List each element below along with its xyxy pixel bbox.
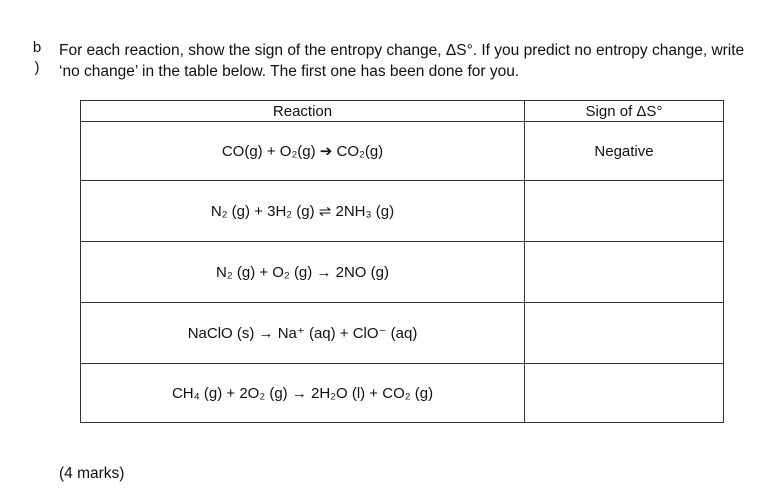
- table-row: [81, 122, 724, 181]
- table-row: [81, 181, 724, 242]
- sign-cell[interactable]: [525, 364, 724, 423]
- reaction-cell: N₂ (g) + 3H₂ (g) ⇌ 2NH₃ (g): [81, 181, 525, 242]
- entropy-table: [80, 100, 724, 423]
- header-sign: Sign of ΔS°: [525, 101, 724, 122]
- sign-cell[interactable]: [525, 303, 724, 364]
- header-reaction: Reaction: [81, 101, 525, 122]
- table-row: [81, 364, 724, 423]
- reaction-cell: NaClO (s) → Na⁺ (aq) + ClO⁻ (aq): [81, 303, 525, 364]
- sign-cell: Negative: [525, 122, 724, 181]
- reaction-cell: N₂ (g) + O₂ (g) → 2NO (g): [81, 242, 525, 303]
- table-header-row: [81, 101, 724, 122]
- marks-label: (4 marks): [59, 465, 125, 482]
- reaction-cell: CO(g) + O₂(g) ➔ CO₂(g): [81, 122, 525, 181]
- sign-cell[interactable]: [525, 242, 724, 303]
- question-text: For each reaction, show the sign of the entropy change, ΔS°. If you predict no entropy change, write ‘no change’ in the table below. The first one has been done for you.: [59, 42, 745, 80]
- reaction-cell: CH₄ (g) + 2O₂ (g) → 2H₂O (l) + CO₂ (g): [81, 364, 525, 423]
- question-label: b ): [32, 39, 42, 76]
- sign-cell[interactable]: [525, 181, 724, 242]
- table-row: [81, 242, 724, 303]
- table-row: [81, 303, 724, 364]
